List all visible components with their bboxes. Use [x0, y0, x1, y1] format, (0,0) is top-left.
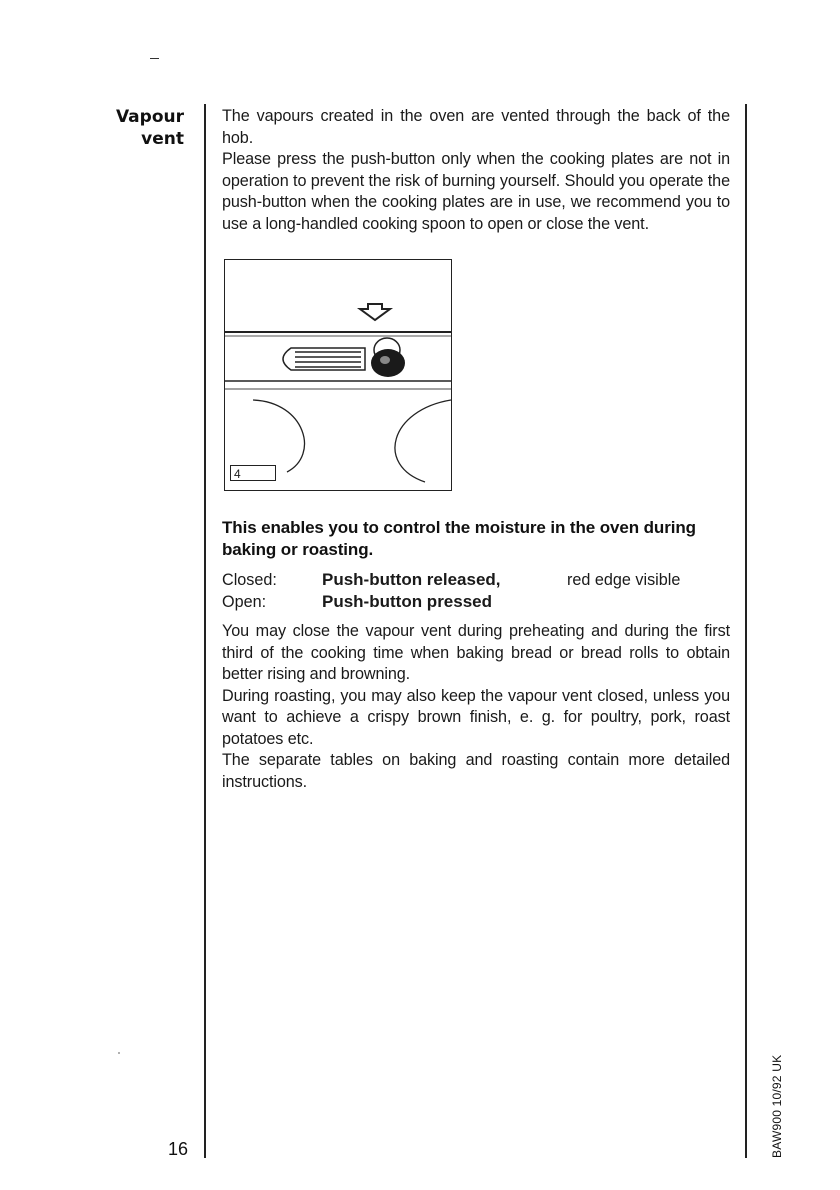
- state-row-closed: [222, 569, 730, 591]
- left-margin-rule: [204, 104, 206, 1158]
- body-paragraph-2: During roasting, you may also keep the vapour vent closed, unless you want to achieve a crispy brown finish, e. g. for poultry, pork, roast potatoes etc.: [222, 686, 730, 748]
- state-open-label: Open:: [222, 593, 267, 611]
- figure-number-label: 4: [230, 465, 276, 481]
- intro-paragraph-2: Please press the push-button only when the cooking plates are not in operation to prevent the risk of burning yourself. Should you operate the push-button when the cooking plates are in use, we recommend you to use a long-handled cooking spoon to open or close the vent.: [222, 150, 730, 233]
- state-closed-note: red edge visible: [567, 571, 681, 589]
- right-margin-rule: [745, 104, 747, 1158]
- vapour-vent-drawing: [225, 260, 451, 490]
- top-mark: [150, 58, 159, 59]
- vent-slot-icon: [283, 348, 365, 370]
- section-title: [116, 106, 184, 150]
- moisture-control-heading: This enables you to control the moisture in the oven during baking or roasting.: [222, 518, 696, 559]
- document-code: BAW900 10/92 UK: [770, 1054, 784, 1158]
- section-title-line1: Vapour: [115, 107, 184, 127]
- section-title-line2: vent: [141, 129, 184, 149]
- page-number: 16: [168, 1139, 189, 1159]
- press-arrow-icon: [360, 304, 390, 320]
- state-row-open: [222, 591, 730, 613]
- main-content: [222, 106, 730, 793]
- push-button-knob-icon: [371, 338, 405, 377]
- margin-dot: [118, 1052, 120, 1054]
- vapour-vent-illustration: [224, 259, 452, 491]
- state-closed-value: Push-button released,: [322, 570, 501, 589]
- state-open-value: Push-button pressed: [322, 592, 493, 611]
- state-closed-label: Closed:: [222, 571, 277, 589]
- body-paragraph-3: The separate tables on baking and roasting contain more detailed instructions.: [222, 751, 730, 791]
- intro-paragraph-1: The vapours created in the oven are vented through the back of the hob.: [222, 107, 730, 147]
- body-paragraph-1: You may close the vapour vent during preheating and during the first third of the cooking time when baking bread or bread rolls to obtain better rising and browning.: [222, 622, 730, 683]
